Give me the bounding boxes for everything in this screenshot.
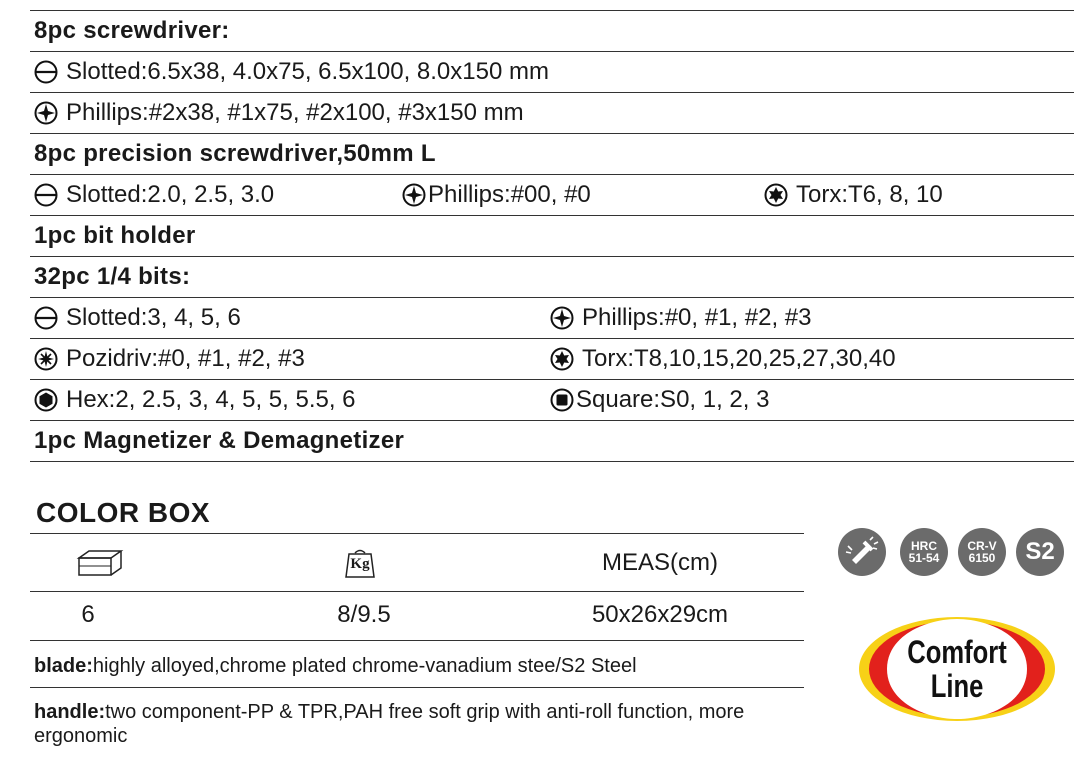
- blade-note: blade:highly alloyed,chrome plated chrome-vanadium stee/S2 Steel: [34, 655, 637, 677]
- spec-item: Phillips:#0, #1, #2, #3: [550, 304, 812, 332]
- spec-item: Torx:T8,10,15,20,25,27,30,40: [550, 345, 896, 373]
- hammer-impact-icon: [838, 528, 886, 576]
- section-magnetizer: [30, 421, 1074, 462]
- spec-item: Phillips:#00, #0: [402, 181, 591, 209]
- color-box-title: COLOR BOX: [36, 497, 211, 528]
- qty-value: 6: [81, 601, 95, 628]
- section-bit-holder: [30, 216, 1074, 257]
- crv-badge: CR-V 6150: [958, 528, 1006, 576]
- hrc-badge: HRC 51-54: [900, 528, 948, 576]
- spec-item: Slotted:2.0, 2.5, 3.0: [34, 181, 274, 209]
- hex-icon: [34, 388, 58, 412]
- logo-text: Comfort Line: [907, 634, 1007, 704]
- spec-item: Pozidriv:#0, #1, #2, #3: [34, 345, 305, 373]
- phillips-icon: [402, 183, 426, 207]
- meas-value: 50x26x29cm: [591, 601, 729, 628]
- spec-row: [30, 298, 1074, 339]
- color-box-value-row: [30, 590, 804, 640]
- spec-item: Slotted:6.5x38, 4.0x75, 6.5x100, 8.0x150 mm: [34, 58, 549, 86]
- section-title: 8pc screwdriver:: [34, 17, 230, 44]
- divider: [30, 640, 804, 641]
- section-screwdriver: [30, 11, 1074, 52]
- meas-header: MEAS(cm): [602, 549, 718, 576]
- spec-item: Slotted:3, 4, 5, 6: [34, 304, 241, 332]
- weight-value: 8/9.5: [337, 601, 391, 628]
- spec-row: [30, 380, 1074, 421]
- phillips-icon: [550, 306, 574, 330]
- spec-row: [30, 93, 1074, 134]
- feature-badges: [838, 528, 1068, 578]
- torx-icon: [764, 183, 788, 207]
- square-icon: [550, 388, 574, 412]
- section-title: 1pc bit holder: [34, 222, 196, 249]
- carton-icon: [50, 535, 150, 591]
- slotted-icon: [34, 60, 58, 84]
- comfort-line-logo: [857, 615, 1057, 723]
- section-precision: [30, 134, 1074, 175]
- slotted-icon: [34, 306, 58, 330]
- spec-item: Square:S0, 1, 2, 3: [550, 386, 769, 414]
- spec-row: [30, 339, 1074, 380]
- color-box-header-row: [30, 535, 804, 591]
- spec-item: Phillips:#2x38, #1x75, #2x100, #3x150 mm: [34, 99, 524, 127]
- section-title: 8pc precision screwdriver,50mm L: [34, 140, 436, 167]
- section-bits: [30, 257, 1074, 298]
- slotted-icon: [34, 183, 58, 207]
- pozidriv-icon: [34, 347, 58, 371]
- torx-icon: [550, 347, 574, 371]
- spec-item: Torx:T6, 8, 10: [764, 181, 943, 209]
- phillips-icon: [34, 101, 58, 125]
- section-title: 32pc 1/4 bits:: [34, 263, 191, 290]
- spec-row: [30, 175, 1074, 216]
- divider: [30, 533, 804, 534]
- divider: [30, 687, 804, 688]
- weight-icon-label: Kg: [350, 556, 370, 572]
- s2-badge: S2: [1016, 528, 1064, 576]
- section-title: 1pc Magnetizer & Demagnetizer: [34, 427, 405, 454]
- spec-row: [30, 52, 1074, 93]
- weight-icon: [310, 535, 410, 591]
- spec-item: Hex:2, 2.5, 3, 4, 5, 5, 5.5, 6: [34, 386, 356, 414]
- handle-note: handle:two component-PP & TPR,PAH free soft grip with anti-roll function, more ergonomic: [34, 701, 745, 747]
- spec-table: [30, 10, 1074, 462]
